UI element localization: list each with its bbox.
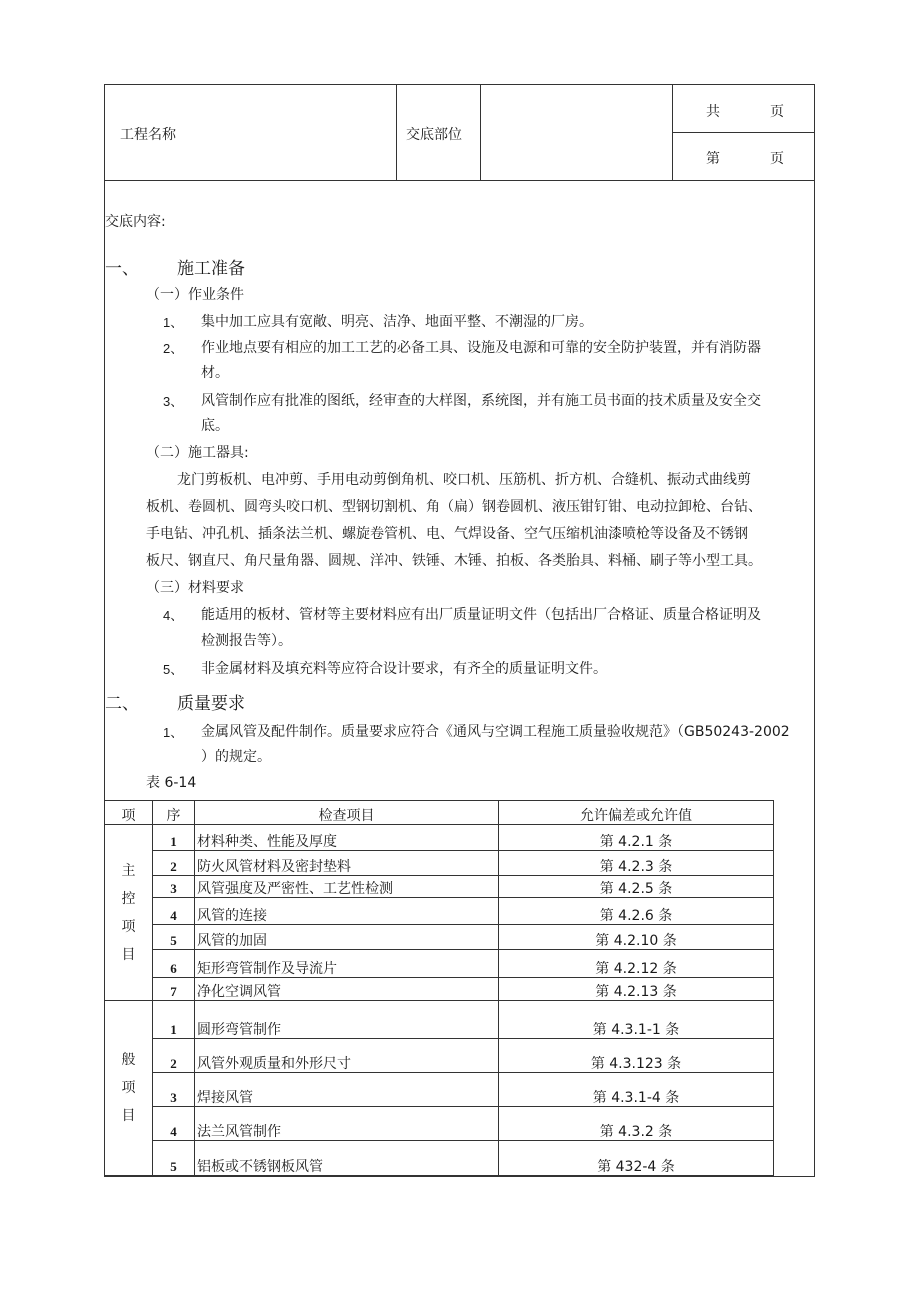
header-divider bbox=[480, 84, 481, 180]
header-cell-seq: 序 bbox=[153, 801, 195, 825]
item-cell: 风管外观质量和外形尺寸 bbox=[195, 1039, 499, 1073]
item-text-cont: ）的规定。 bbox=[201, 749, 271, 765]
value-cell: 第 4.2.1 条 bbox=[499, 825, 774, 851]
item-text: 能适用的板材、管材等主要材料应有出厂质量证明文件（包括出厂合格证、质量合格证明及 bbox=[201, 607, 761, 623]
value-cell: 第 4.3.1-4 条 bbox=[499, 1073, 774, 1107]
group-char: 般 bbox=[121, 1052, 136, 1068]
item-text-cont: 检测报告等）。 bbox=[201, 633, 292, 649]
section2-number: 二、 bbox=[105, 694, 139, 714]
item-cell: 法兰风管制作 bbox=[195, 1107, 499, 1141]
tools-line: 板尺、钢直尺、角尺量角器、圆规、洋冲、铁锤、木锤、拍板、各类胎具、料桶、刷子等小型工具。 bbox=[146, 553, 762, 569]
seq-cell: 4 bbox=[153, 898, 195, 925]
value-cell: 第 4.2.12 条 bbox=[499, 950, 774, 978]
header-cell-group: 项 bbox=[105, 801, 153, 825]
item-cell: 风管的加固 bbox=[195, 925, 499, 950]
item-text: 金属风管及配件制作。质量要求应符合《通风与空调工程施工质量验收规范》（GB50243-2002 bbox=[201, 724, 790, 740]
table-row bbox=[105, 1039, 774, 1073]
table-row bbox=[105, 898, 774, 925]
table-header-row bbox=[105, 801, 774, 825]
table-row bbox=[105, 851, 774, 876]
seq-cell: 6 bbox=[153, 950, 195, 978]
header-divider bbox=[396, 84, 397, 180]
item-cell: 铝板或不锈钢板风管 bbox=[195, 1141, 499, 1176]
group-char: 项 bbox=[121, 918, 136, 935]
content-label: 交底内容: bbox=[105, 214, 166, 230]
header-divider bbox=[672, 132, 815, 133]
table-row bbox=[105, 950, 774, 978]
tools-line: 手电钻、冲孔机、插条法兰机、螺旋卷管机、电、气焊设备、空气压缩机油漆喷枪等设备及不锈钢 bbox=[146, 526, 748, 542]
group-char: 控 bbox=[121, 890, 136, 907]
item-cell: 防火风管材料及密封垫料 bbox=[195, 851, 499, 876]
seq-cell: 5 bbox=[153, 1141, 195, 1176]
sub2-title: （二）施工器具: bbox=[146, 445, 249, 461]
seq-cell: 2 bbox=[153, 851, 195, 876]
item-cell: 焊接风管 bbox=[195, 1073, 499, 1107]
tools-line: 板机、卷圆机、圆弯头咬口机、型钢切割机、角（扁）钢卷圆机、液压钳钉钳、电动拉卸枪、台钻、 bbox=[146, 499, 762, 515]
header-cell-item: 检查项目 bbox=[195, 801, 499, 825]
item-number: 5、 bbox=[163, 662, 184, 677]
seq-cell: 7 bbox=[153, 978, 195, 1001]
section1-title: 施工准备 bbox=[177, 259, 245, 279]
group-char: 目 bbox=[121, 946, 136, 963]
table-row bbox=[105, 876, 774, 898]
page-number-label: 第 bbox=[706, 151, 720, 167]
location-label: 交底部位 bbox=[406, 127, 462, 143]
item-text: 集中加工应具有宽敞、明亮、洁净、地面平整、不潮湿的厂房。 bbox=[201, 314, 593, 330]
general-group-cell bbox=[105, 1001, 153, 1176]
project-name-label: 工程名称 bbox=[120, 127, 176, 143]
item-number: 2、 bbox=[163, 341, 184, 356]
seq-cell: 5 bbox=[153, 925, 195, 950]
item-cell: 材料种类、性能及厚度 bbox=[195, 825, 499, 851]
group-char: 项 bbox=[121, 1080, 136, 1096]
sub1-title: （一）作业条件 bbox=[146, 287, 244, 303]
item-text: 非金属材料及填充料等应符合设计要求，有齐全的质量证明文件。 bbox=[201, 661, 607, 677]
item-text-cont: 材。 bbox=[201, 365, 229, 381]
item-text: 作业地点要有相应的加工工艺的必备工具、设施及电源和可靠的安全防护装置，并有消防器 bbox=[201, 340, 761, 356]
table-row bbox=[105, 1107, 774, 1141]
value-cell: 第 4.2.6 条 bbox=[499, 898, 774, 925]
value-cell: 第 4.3.123 条 bbox=[499, 1039, 774, 1073]
group-char: 主 bbox=[121, 862, 136, 879]
table-row bbox=[105, 1073, 774, 1107]
item-cell: 风管强度及严密性、工艺性检测 bbox=[195, 876, 499, 898]
value-cell: 第 4.2.10 条 bbox=[499, 925, 774, 950]
item-number: 3、 bbox=[163, 394, 184, 409]
value-cell: 第 432-4 条 bbox=[499, 1141, 774, 1176]
page-number-unit: 页 bbox=[770, 151, 784, 167]
item-cell: 风管的连接 bbox=[195, 898, 499, 925]
table-row bbox=[105, 1141, 774, 1176]
total-pages-unit: 页 bbox=[770, 104, 784, 120]
table-row bbox=[105, 925, 774, 950]
seq-cell: 1 bbox=[153, 825, 195, 851]
item-number: 1、 bbox=[163, 315, 184, 330]
table-row bbox=[105, 1001, 774, 1039]
value-cell: 第 4.3.2 条 bbox=[499, 1107, 774, 1141]
value-cell: 第 4.2.13 条 bbox=[499, 978, 774, 1001]
seq-cell: 2 bbox=[153, 1039, 195, 1073]
item-number: 4、 bbox=[163, 608, 184, 623]
table-row bbox=[105, 978, 774, 1001]
main-control-group-cell bbox=[105, 825, 153, 1001]
header-bottom-line bbox=[104, 180, 815, 181]
value-cell: 第 4.3.1-1 条 bbox=[499, 1001, 774, 1039]
item-text-cont: 底。 bbox=[201, 418, 229, 434]
tools-line: 龙门剪板机、电冲剪、手用电动剪倒角机、咬口机、压筋机、折方机、合缝机、振动式曲线剪 bbox=[177, 472, 751, 488]
seq-cell: 4 bbox=[153, 1107, 195, 1141]
table-caption: 表 6-14 bbox=[146, 775, 197, 791]
seq-cell: 3 bbox=[153, 876, 195, 898]
value-cell: 第 4.2.5 条 bbox=[499, 876, 774, 898]
seq-cell: 1 bbox=[153, 1001, 195, 1039]
value-cell: 第 4.2.3 条 bbox=[499, 851, 774, 876]
item-cell: 圆形弯管制作 bbox=[195, 1001, 499, 1039]
item-text: 风管制作应有批准的图纸，经审查的大样图，系统图，并有施工员书面的技术质量及安全交 bbox=[201, 393, 761, 409]
item-cell: 净化空调风管 bbox=[195, 978, 499, 1001]
section2-title: 质量要求 bbox=[177, 694, 245, 714]
item-cell: 矩形弯管制作及导流片 bbox=[195, 950, 499, 978]
inspection-table bbox=[104, 800, 774, 1176]
table-row bbox=[105, 825, 774, 851]
sub3-title: （三）材料要求 bbox=[146, 580, 244, 596]
header-cell-value: 允许偏差或允许值 bbox=[499, 801, 774, 825]
seq-cell: 3 bbox=[153, 1073, 195, 1107]
section1-number: 一、 bbox=[105, 259, 139, 279]
total-pages-label: 共 bbox=[706, 104, 720, 120]
item-number: 1、 bbox=[163, 725, 184, 740]
group-char: 目 bbox=[121, 1108, 136, 1124]
